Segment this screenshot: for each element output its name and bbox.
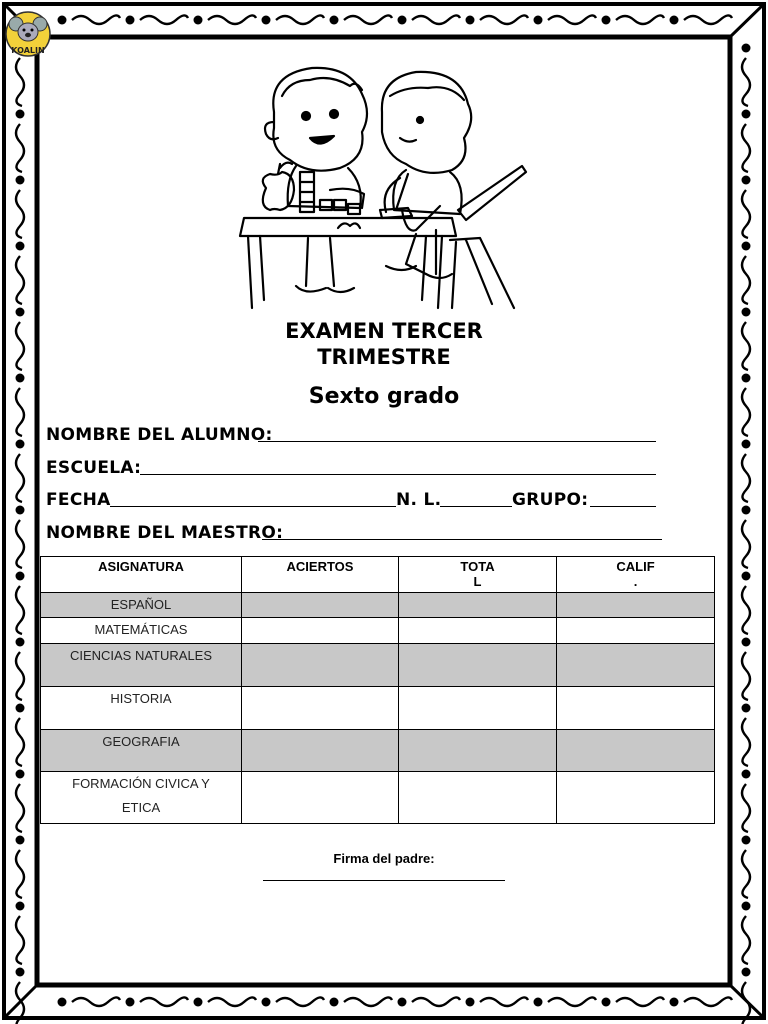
subject-cell: HISTORIA <box>41 687 242 730</box>
table-row <box>41 618 715 644</box>
table-row <box>41 730 715 772</box>
grade-cell[interactable] <box>557 618 715 644</box>
parent-signature-label: Firma del padre: <box>333 851 435 866</box>
total-cell[interactable] <box>399 772 557 824</box>
total-cell[interactable] <box>399 730 557 772</box>
grade-cell[interactable] <box>557 687 715 730</box>
table-row <box>41 644 715 687</box>
teacher-name-label: NOMBRE DEL MAESTRO: <box>46 523 284 543</box>
grade-cell[interactable] <box>557 593 715 618</box>
koala-logo <box>4 8 52 62</box>
correct-cell[interactable] <box>242 644 399 687</box>
group-line[interactable] <box>590 506 656 507</box>
exam-title-line2: TRIMESTRE <box>317 345 451 369</box>
total-cell[interactable] <box>399 618 557 644</box>
subject-cell <box>41 772 242 824</box>
kids-at-desk-illustration <box>230 60 530 318</box>
grade-label: Sexto grado <box>308 384 460 409</box>
list-number-label: N. L. <box>396 490 442 510</box>
total-header-line1: TOTA <box>460 559 495 574</box>
grade-header-line2: . <box>633 574 638 589</box>
grade-cell[interactable] <box>557 772 715 824</box>
grade-header-line1: CALIF <box>616 559 655 574</box>
school-label: ESCUELA: <box>46 458 142 478</box>
grade-cell[interactable] <box>557 644 715 687</box>
correct-cell[interactable] <box>242 772 399 824</box>
subject-line1: FORMACIÓN CIVICA Y <box>72 776 210 791</box>
date-line[interactable] <box>110 506 396 507</box>
table-row <box>41 772 715 824</box>
grade-cell[interactable] <box>557 730 715 772</box>
total-header-line2: L <box>473 574 482 589</box>
total-cell[interactable] <box>399 644 557 687</box>
date-label: FECHA <box>46 490 111 510</box>
subject-cell: GEOGRAFIA <box>41 730 242 772</box>
total-cell[interactable] <box>399 593 557 618</box>
parent-signature-line[interactable] <box>263 880 505 881</box>
subject-cell: ESPAÑOL <box>41 593 242 618</box>
correct-cell[interactable] <box>242 593 399 618</box>
list-number-line[interactable] <box>440 506 512 507</box>
exam-title-line1: EXAMEN TERCER <box>285 319 483 343</box>
total-cell[interactable] <box>399 687 557 730</box>
student-name-line[interactable] <box>258 441 656 442</box>
subject-line2: ETICA <box>121 800 161 815</box>
group-label: GRUPO: <box>512 490 589 510</box>
correct-header: ACIERTOS <box>242 557 399 593</box>
subject-header: ASIGNATURA <box>41 557 242 593</box>
subject-cell: MATEMÁTICAS <box>41 618 242 644</box>
table-row <box>41 593 715 618</box>
student-name-label: NOMBRE DEL ALUMNO: <box>46 425 273 445</box>
grade-header <box>557 557 715 593</box>
subject-cell: CIENCIAS NATURALES <box>41 644 242 687</box>
correct-cell[interactable] <box>242 687 399 730</box>
logo-text: KOALIN <box>11 46 45 55</box>
grades-table <box>40 556 715 824</box>
school-line[interactable] <box>140 474 656 475</box>
table-row <box>41 687 715 730</box>
teacher-name-line[interactable] <box>262 539 662 540</box>
correct-cell[interactable] <box>242 730 399 772</box>
table-header-row <box>41 557 715 593</box>
correct-cell[interactable] <box>242 618 399 644</box>
total-header <box>399 557 557 593</box>
